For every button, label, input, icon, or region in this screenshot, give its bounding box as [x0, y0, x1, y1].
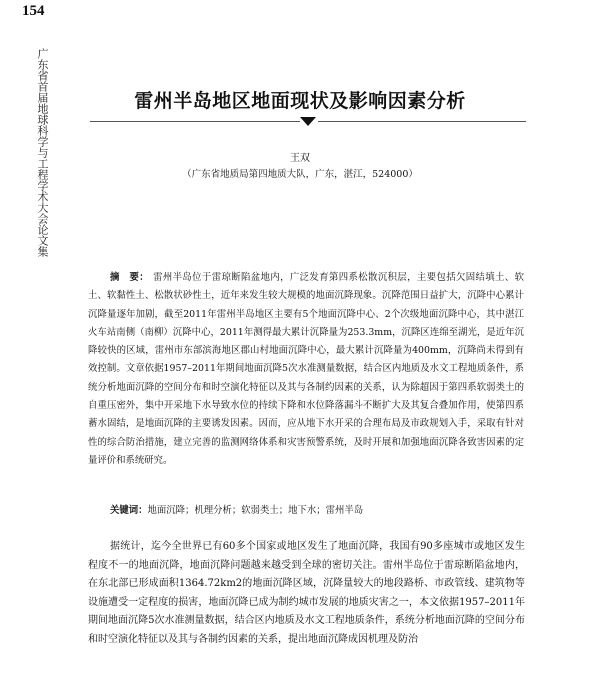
author-name: 王双	[290, 153, 310, 164]
running-header: 广东省首届地球科学与工程学术大会论文集	[36, 48, 49, 257]
page-number: 154	[22, 3, 45, 19]
abstract-text: 雷州半岛位于雷琼断陷盆地内，广泛发育第四系松散沉积层，主要包括欠固结填土、软土、软黏性土、松散状砂性土，近年来发生较大规模的地面沉降现象。沉降范围日益扩大，沉降中心累计沉降量逐年加剧，截至2011年雷州半岛地区主要有5个地面沉降中心、2个次级地面沉降中心，其中湛江火车站南侧（南柳）沉降中心，2011年测得最大累计沉降量为253.3mm，沉降区连绵至湖光，是近年沉降较快的区域，雷州市东部滨海地区郡山村地面沉降中心，最大累计沉降量为400mm，沉降尚未得到有效控制。文章依据1957–2011年期间地面沉降5次水准测量数据，结合区内地质及水文工程地质条件，系统分析地面沉降的空间分布和时空演化特征以及其与各制约因素的关系，认为除超因于第四系软弱类土的自重压密外，集中开采地下水导致水位的持续下降和水位降落漏斗不断扩大及其复合叠加作用，使第四系蓄水固结，是地面沉降的主要诱发因素。因而，应从地下水开采的合理布局及市政规划入手，采取有针对性的综合防治措施，建立完善的监测网络体系和灾害预警系统，及时开展和加强地面沉降各致害因素的定量评价和系统研究。	[88, 272, 524, 466]
abstract-label: 摘 要：	[110, 272, 150, 283]
title-divider-right	[318, 121, 526, 122]
keywords	[110, 502, 530, 516]
intro-paragraph: 据统计，迄今全世界已有60多个国家或地区发生了地面沉降，我国有90多座城市或地区发生程度不一的地面沉降，地面沉降问题越来越受到全球的密切关注。雷州半岛位于雷琼断陷盆地内，在东北部已形成面积1364.72km2的地面沉降区域，沉降量较大的地段路桥、市政管线、建筑物等设施遭受一定程度的损害，地面沉降已成为制约城市发展的地质灾害之一，本文依据1957–2011年期间地面沉降5次水准测量数据，结合区内地质及水文工程地质条件，系统分析地面沉降的空间分布和时空演化特征以及其与各制约因素的关系，提出地面沉降成因机理及防治	[88, 541, 525, 645]
abstract	[88, 269, 524, 470]
divider-arrow-icon	[300, 117, 316, 126]
keywords-label: 关键词：	[110, 505, 148, 516]
paper-title: 雷州半岛地区地面现状及影响因素分析	[134, 90, 466, 112]
keywords-text: 地面沉降；机理分析；软弱类土；地下水；雷州半岛	[147, 505, 364, 516]
title-divider-left	[90, 121, 300, 122]
author-affiliation: （广东省地质局第四地质大队，广东，湛江，524000）	[182, 169, 418, 180]
